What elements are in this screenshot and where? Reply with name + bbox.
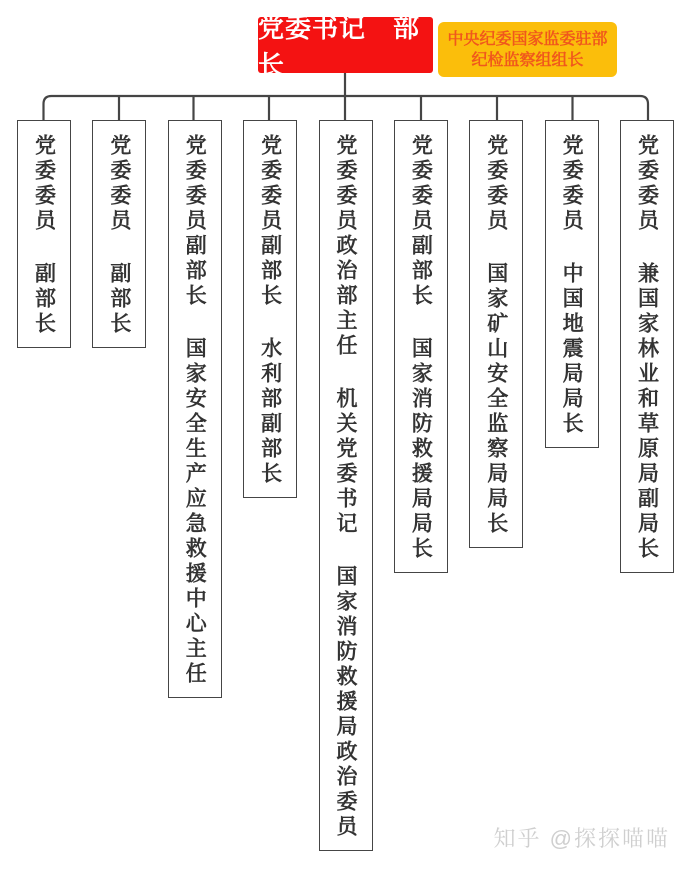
member-role-segment: 副部长 <box>32 262 56 337</box>
member-role-segment: 党委委员 <box>560 134 584 234</box>
member-role-segment: 副部长 <box>107 262 131 337</box>
member-role-segment: 水利部副部长 <box>258 337 282 487</box>
member-box <box>620 120 674 573</box>
member-role-segment: 党委委员 <box>484 134 508 234</box>
member-role-segment: 国家消防救援局政治委员 <box>334 565 357 840</box>
secretary-node <box>258 13 433 80</box>
member-box <box>469 120 523 548</box>
member-box <box>545 120 599 448</box>
member-role-segment: 党委委员 <box>635 134 659 234</box>
member-role-segment: 国家安全生产应急救援中心主任 <box>183 337 207 687</box>
member-role-segment: 党委委员政治部主任 <box>334 134 357 359</box>
inspection-group-node <box>438 22 617 77</box>
members-row <box>17 120 674 851</box>
member-box <box>92 120 146 348</box>
member-role-segment: 党委委员 <box>107 134 131 234</box>
member-role-segment: 党委委员 <box>32 134 56 234</box>
secretary-label: 党委书记 部长 <box>258 13 421 80</box>
member-role-segment: 党委委员副部长 <box>183 134 207 309</box>
member-role-segment: 国家矿山安全监察局局长 <box>484 262 508 537</box>
member-role-segment: 国家消防救援局局长 <box>409 337 433 562</box>
inspection-group-label-line1: 中央纪委国家监委驻部 <box>447 30 608 48</box>
member-box <box>319 120 373 851</box>
member-role-segment: 党委委员副部长 <box>409 134 433 309</box>
member-role-segment: 兼国家林业和草原局副局长 <box>635 262 659 562</box>
member-role-segment: 机关党委书记 <box>334 387 357 537</box>
inspection-group-label-line2: 纪检监察组组长 <box>471 51 584 69</box>
member-box <box>243 120 297 498</box>
member-role-segment: 党委委员副部长 <box>258 134 282 309</box>
watermark: 知乎 @探探喵喵 <box>493 826 670 851</box>
member-role-segment: 中国地震局局长 <box>560 262 584 437</box>
member-box <box>394 120 448 573</box>
member-box <box>17 120 71 348</box>
member-box <box>168 120 222 698</box>
